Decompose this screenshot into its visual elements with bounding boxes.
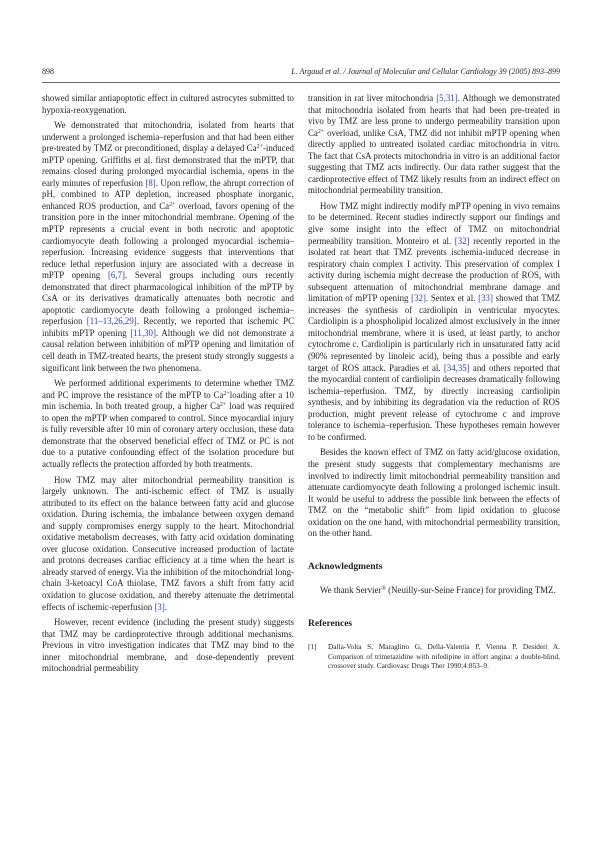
superscript: 2+	[256, 144, 263, 151]
journal-citation: L. Argaud et al. / Journal of Molecular and Cellular Cardiology 39 (2005) 893–899	[291, 67, 560, 76]
reference-item	[308, 642, 560, 670]
citation-link[interactable]: [32]	[454, 235, 470, 246]
reference-list	[308, 642, 560, 670]
citation-link[interactable]: [11,30]	[130, 327, 156, 338]
body-paragraph: Besides the known effect of TMZ on fatty acid/glucose oxidation, the present study suggests that complementary mechanisms are involved to indirectly limit mitochondrial permeability transition and attenuate cardiomyocyte death following a prolonged ischemic insult. It would be useful to address the possible link between the effects of TMZ on the “metabolic shift” from lipid oxidation to glucose oxidation on the one hand, with mitochondrial permeability transition, on the other hand.	[308, 447, 560, 539]
superscript: 2+	[223, 390, 230, 397]
superscript: 2+	[220, 402, 227, 409]
citation-link[interactable]: [33]	[478, 293, 493, 304]
body-paragraph: How TMZ may alter mitochondrial permeability transition is largely unknown. The anti-ischemic effect of TMZ is usually attributed to its effect on the balance between fatty acid and glucose oxidation. During ischemia, the imbalance between oxygen demand and supply compromises energy supply to the heart. Mitochondrial oxidative metabolism decreases, with fatty acid oxidation dominating over glucose oxidation. Consecutive increased production of lactate and protons decreases cardiac efficiency at a time when the heart is already starved of energy. Via the inhibition of the mitochondrial long-chain 3-ketoacyl CoA thiolase, TMZ favors a shift from fatty acid oxidation to glucose oxidation, and thereby attenuate the detrimental effects of ischemic-reperfusion [3].	[42, 474, 294, 612]
body-paragraph: We performed additional experiments to determine whether TMZ and PC improve the resistance of the mPTP to $Ca^{2+}loading$ after a 10 min ischemia. In both treated group, a higher $Ca^{2+}$ load was required to open the mPTP when compared to control. Since myocardial injury is fully reversible after 10 min of coronary artery occlusion, these data demonstrate that the observed beneficial effect of TMZ or PC is not due to a putative confounding effect of the isolation procedure but actually reflects the protection afforded by both treatments.	[42, 378, 294, 469]
right-column	[308, 93, 560, 671]
superscript: 2+	[169, 201, 176, 208]
body-paragraph: We demonstrated that mitochondria, isolated from hearts that underwent a prolonged ischemia–reperfusion and that had been either pre-treated by TMZ or preconditioned, display a delayed $Ca^{2+}$-induced mPTP opening. Griffiths et al. first demonstrated that the mPTP, that remains closed during prolonged myocardial ischemia, opens in the early minutes of reperfusion [8]. Upon reflow, the abrupt correction of pH, combined to ATP depletion, increased phosphate inorganic, enhanced ROS production, and $Ca^{2+}$ overload, favors opening of the transition pore in the inner mitochondrial membrane. Opening of the mPTP represents a crucial event in both necrotic and apoptotic cardiomyocyte death following a prolonged myocardial ischemia–reperfusion. Increasing evidence suggests that interventions that reduce lethal reperfusion injury are associated with a decrease in mPTP opening [6,7]. Several groups including ours recently demonstrated that direct pharmacological inhibition of the mPTP by CsA or its derivatives dramatically attenuates both necrotic and apoptotic cardiomyocyte death following a prolonged ischemia–reperfusion [11–13,26,29]. Recently, we reported that ischemic PC inhibits mPTP opening [11,30]. Although we did not demonstrate a causal relation between inhibition of mPTP opening and limitation of cell death in TMZ-treated hearts, the present study strongly suggests a significant link between the two phenomena.	[42, 120, 295, 373]
page-number: 898	[42, 67, 54, 76]
citation-link[interactable]: [34,35]	[443, 362, 470, 373]
superscript: ®	[381, 586, 386, 593]
citation-link[interactable]: [8]	[145, 177, 156, 188]
left-column	[42, 93, 294, 675]
citation-link[interactable]: [6,7]	[107, 270, 125, 281]
section-heading: Acknowledgments	[308, 561, 383, 572]
body-paragraph: How TMZ might indirectly modify mPTP opening in vivo remains to be determined. Recent studies indirectly support our findings and give some insight into the effect of TMZ on mitochondrial permeability transition. Monteiro et al. [32] recently reported in the isolated rat heart that TMZ prevents ischemia-induced decrease in respiratory chain complex I activity. This preservation of complex I activity during ischemia might decrease the production of ROS, with subsequent attenuation of mitochondrial membrane damage and limitation of mPTP opening [32]. Sentex et al. [33] showed that TMZ increases the synthesis of cardiolipin in ventricular myocytes. Cardiolipin is a phospholipid localized almost exclusively in the inner mitochondrial membrane, where it is used, at least partly, to anchor cytochrome c. Cardiolipin is particularly rich in unsaturated fatty acid (90% represented by linoleic acid), being thus a possible and early target of ROS attack. Paradies et al. [34,35] and others reported that the myocardial content of cardiolipin decreases dramatically following ischemia–reperfusion. TMZ, by directly increasing cardiolipin synthesis, and by inhibiting its degradation via the reduction of ROS production, might prevent release of cytochrome c and improve tolerance to ischemia–reperfusion. These hypotheses remain however to be confirmed.	[308, 200, 560, 442]
citation-link[interactable]: [5,31]	[436, 93, 458, 103]
reference-number: [1]	[308, 642, 317, 652]
citation-link[interactable]: [32]	[411, 293, 426, 304]
body-paragraph: showed similar antiapoptotic effect in cultured astrocytes submitted to hypoxia-reoxygenation.	[42, 93, 294, 115]
body-paragraph: transition in rat liver mitochondria [5,31]. Although we demonstrated that mitochondria isolated from hearts that had been pre-treated in vivo by TMZ are less prone to undergo permeability transition upon $Ca^{2+}$ overload, unlike CsA, TMZ did not inhibit mPTP opening when directly applied to untreated isolated cardiac mitochondria in vitro. The fact that CsA protects mitochondria in vitro is an additional factor suggesting that TMZ acts indirectly. Our data rather suggest that the cardioprotective effect of TMZ likely results from an indirect effect on mitochondrial permeability transition.	[308, 93, 560, 196]
section-heading: References	[308, 618, 353, 629]
superscript: 2+	[317, 128, 325, 135]
header-rule	[42, 82, 560, 83]
citation-link[interactable]: [3]	[154, 601, 165, 612]
reference-text: Dalla-Volta S, Maraglino G, Della-Valentia P, Vienna P, Desideri A. Comparison of trimetazidine with nifedipine in effort angina: a double-blind, crossover study. Cardiovasc Drugs Ther 1990;4:853–9.	[328, 642, 560, 671]
running-header	[42, 67, 560, 79]
body-paragraph: We thank Servier® (Neuilly-sur-Seine France) for providing TMZ.	[320, 585, 556, 596]
citation-link[interactable]: [11–13,26,29]	[86, 316, 137, 327]
body-paragraph: However, recent evidence (including the present study) suggests that TMZ may be cardioprotective through additional mechanisms. Previous in vitro investigation indicates that TMZ may bind to the inner mitochondrial membrane, and dose-dependently prevent mitochondrial permeability	[42, 617, 294, 674]
